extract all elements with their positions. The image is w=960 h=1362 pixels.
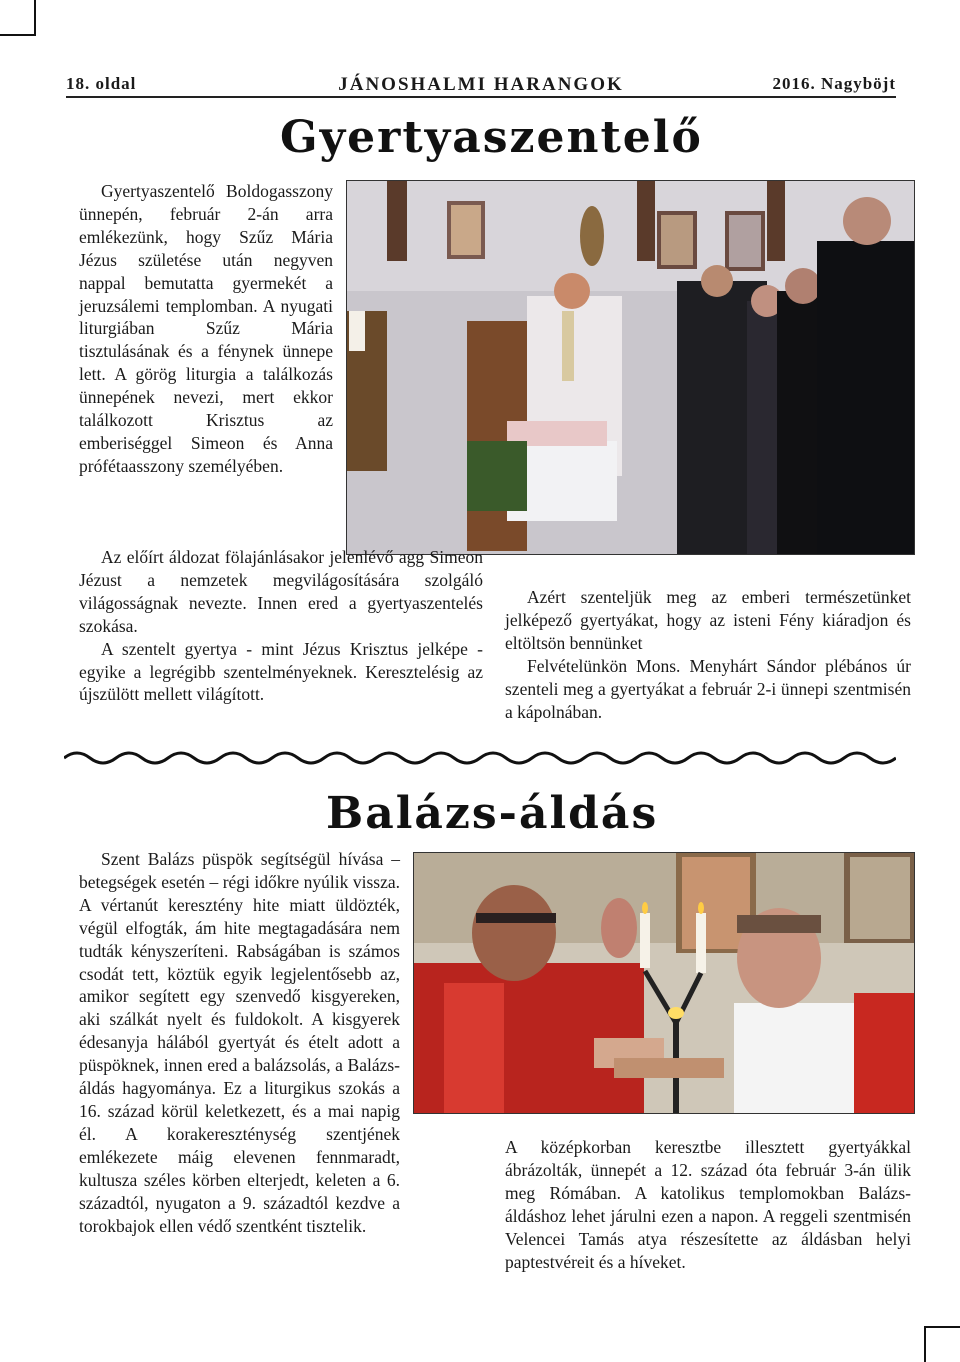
article2-right-paragraph: A középkorban keresztbe illesztett gyertyákkal ábrázolták, ünnepét a 12. század óta február 3-án ülik meg Rómában. A katolikus templomokban Balázs-áldáshoz lehet járulni ezen a napon. A reggeli szentmisén Velencei Tamás atya részesítette az áldásban helyi paptestvéreit és a híveket. <box>505 1137 911 1272</box>
article2-right-column <box>505 1136 911 1273</box>
publication-name: JÁNOSHALMI HARANGOK <box>338 74 624 95</box>
photo-balazs-blessing <box>413 852 915 1114</box>
article-title-gyertyaszentelo: Gyertyaszentelő <box>280 112 703 163</box>
issue-label: 2016. Nagyböjt <box>772 74 896 93</box>
article1-paragraph-2: Az előírt áldozat fölajánlásakor jelenlévő agg Simeon Jézust a nemzetek megvilágosítására szolgáló világosságnak nevezte. Innen ered a gyertyaszentelés szokása. <box>79 547 483 636</box>
page-number: 18. oldal <box>66 74 137 93</box>
article2-paragraph-1: Szent Balázs püspök segítségül hívása – betegségek esetén – régi időkre nyúlik vissza. A vértanút keresztény hite miatt üldözték, végül elfogták, ám hite megtagadására nem tudták kényszeríteni. Rabságában is számos csodát tett, köztük egyik legjelentősebb az, amikor segített egy szenvedő kisgyereken, aki szálkát nyelt és fuldokolt. A kisgyerek édesanyja hálából gyertyát és ételt adott a püspöknek, innen ered a balázsolás, a Balázs-áldás hagyománya. Ez a liturgikus szokás a 16. század körül keletkezett, és a mai napig él. A korakereszténység szentjének emlékezete máig elevenen fennmaradt, kultusza széles körben elterjedt, keleten a 6. századtól, nyugaton a 9. századtól kezdve a torokbajok ellen védő szentként tisztelik. <box>79 849 400 1236</box>
article1-paragraph-1: Gyertyaszentelő Boldogasszony ünnepén, február 2-án arra emlékezünk, hogy Szűz Mária Jézus születése után negyven nappal bemutatta gyermekét a jeruzsálemi templomban. A nyugati liturgiában Szűz Mária tisztulásának és a fénynek ünnepe lett. A görög liturgia a találkozás ünnepének nevezi, mert ekkor találkozott Krisztus az emberiséggel Simeon és Anna prófétaasszony személyében. <box>79 181 333 476</box>
article1-left-column-bottom <box>79 546 483 706</box>
crop-mark-top-left <box>0 0 36 36</box>
page-header <box>66 74 896 98</box>
article1-right-paragraph-1: Azért szenteljük meg az emberi természetünket jelképező gyertyákat, hogy az isteni Fény kiáradjon és eltöltsön bennünket <box>505 587 911 653</box>
photo-candle-blessing <box>346 180 915 555</box>
crop-mark-bottom-right <box>924 1326 960 1362</box>
article2-left-column <box>79 848 400 1237</box>
article-title-balazs-aldas: Balázs-áldás <box>326 788 659 839</box>
article1-photo-caption: Felvételünkön Mons. Menyhárt Sándor plébános úr szenteli meg a gyertyákat a február 2-i ünnepi szentmisén a kápolnában. <box>505 655 911 722</box>
article1-right-column <box>505 586 911 723</box>
section-divider-wave <box>64 748 896 768</box>
article1-left-column-top <box>79 180 333 478</box>
article1-paragraph-3: A szentelt gyertya - mint Jézus Krisztus jelképe - egyike a legrégibb szentelményeknek. Keresztelésig az újszülött mellett világított. <box>79 638 483 705</box>
